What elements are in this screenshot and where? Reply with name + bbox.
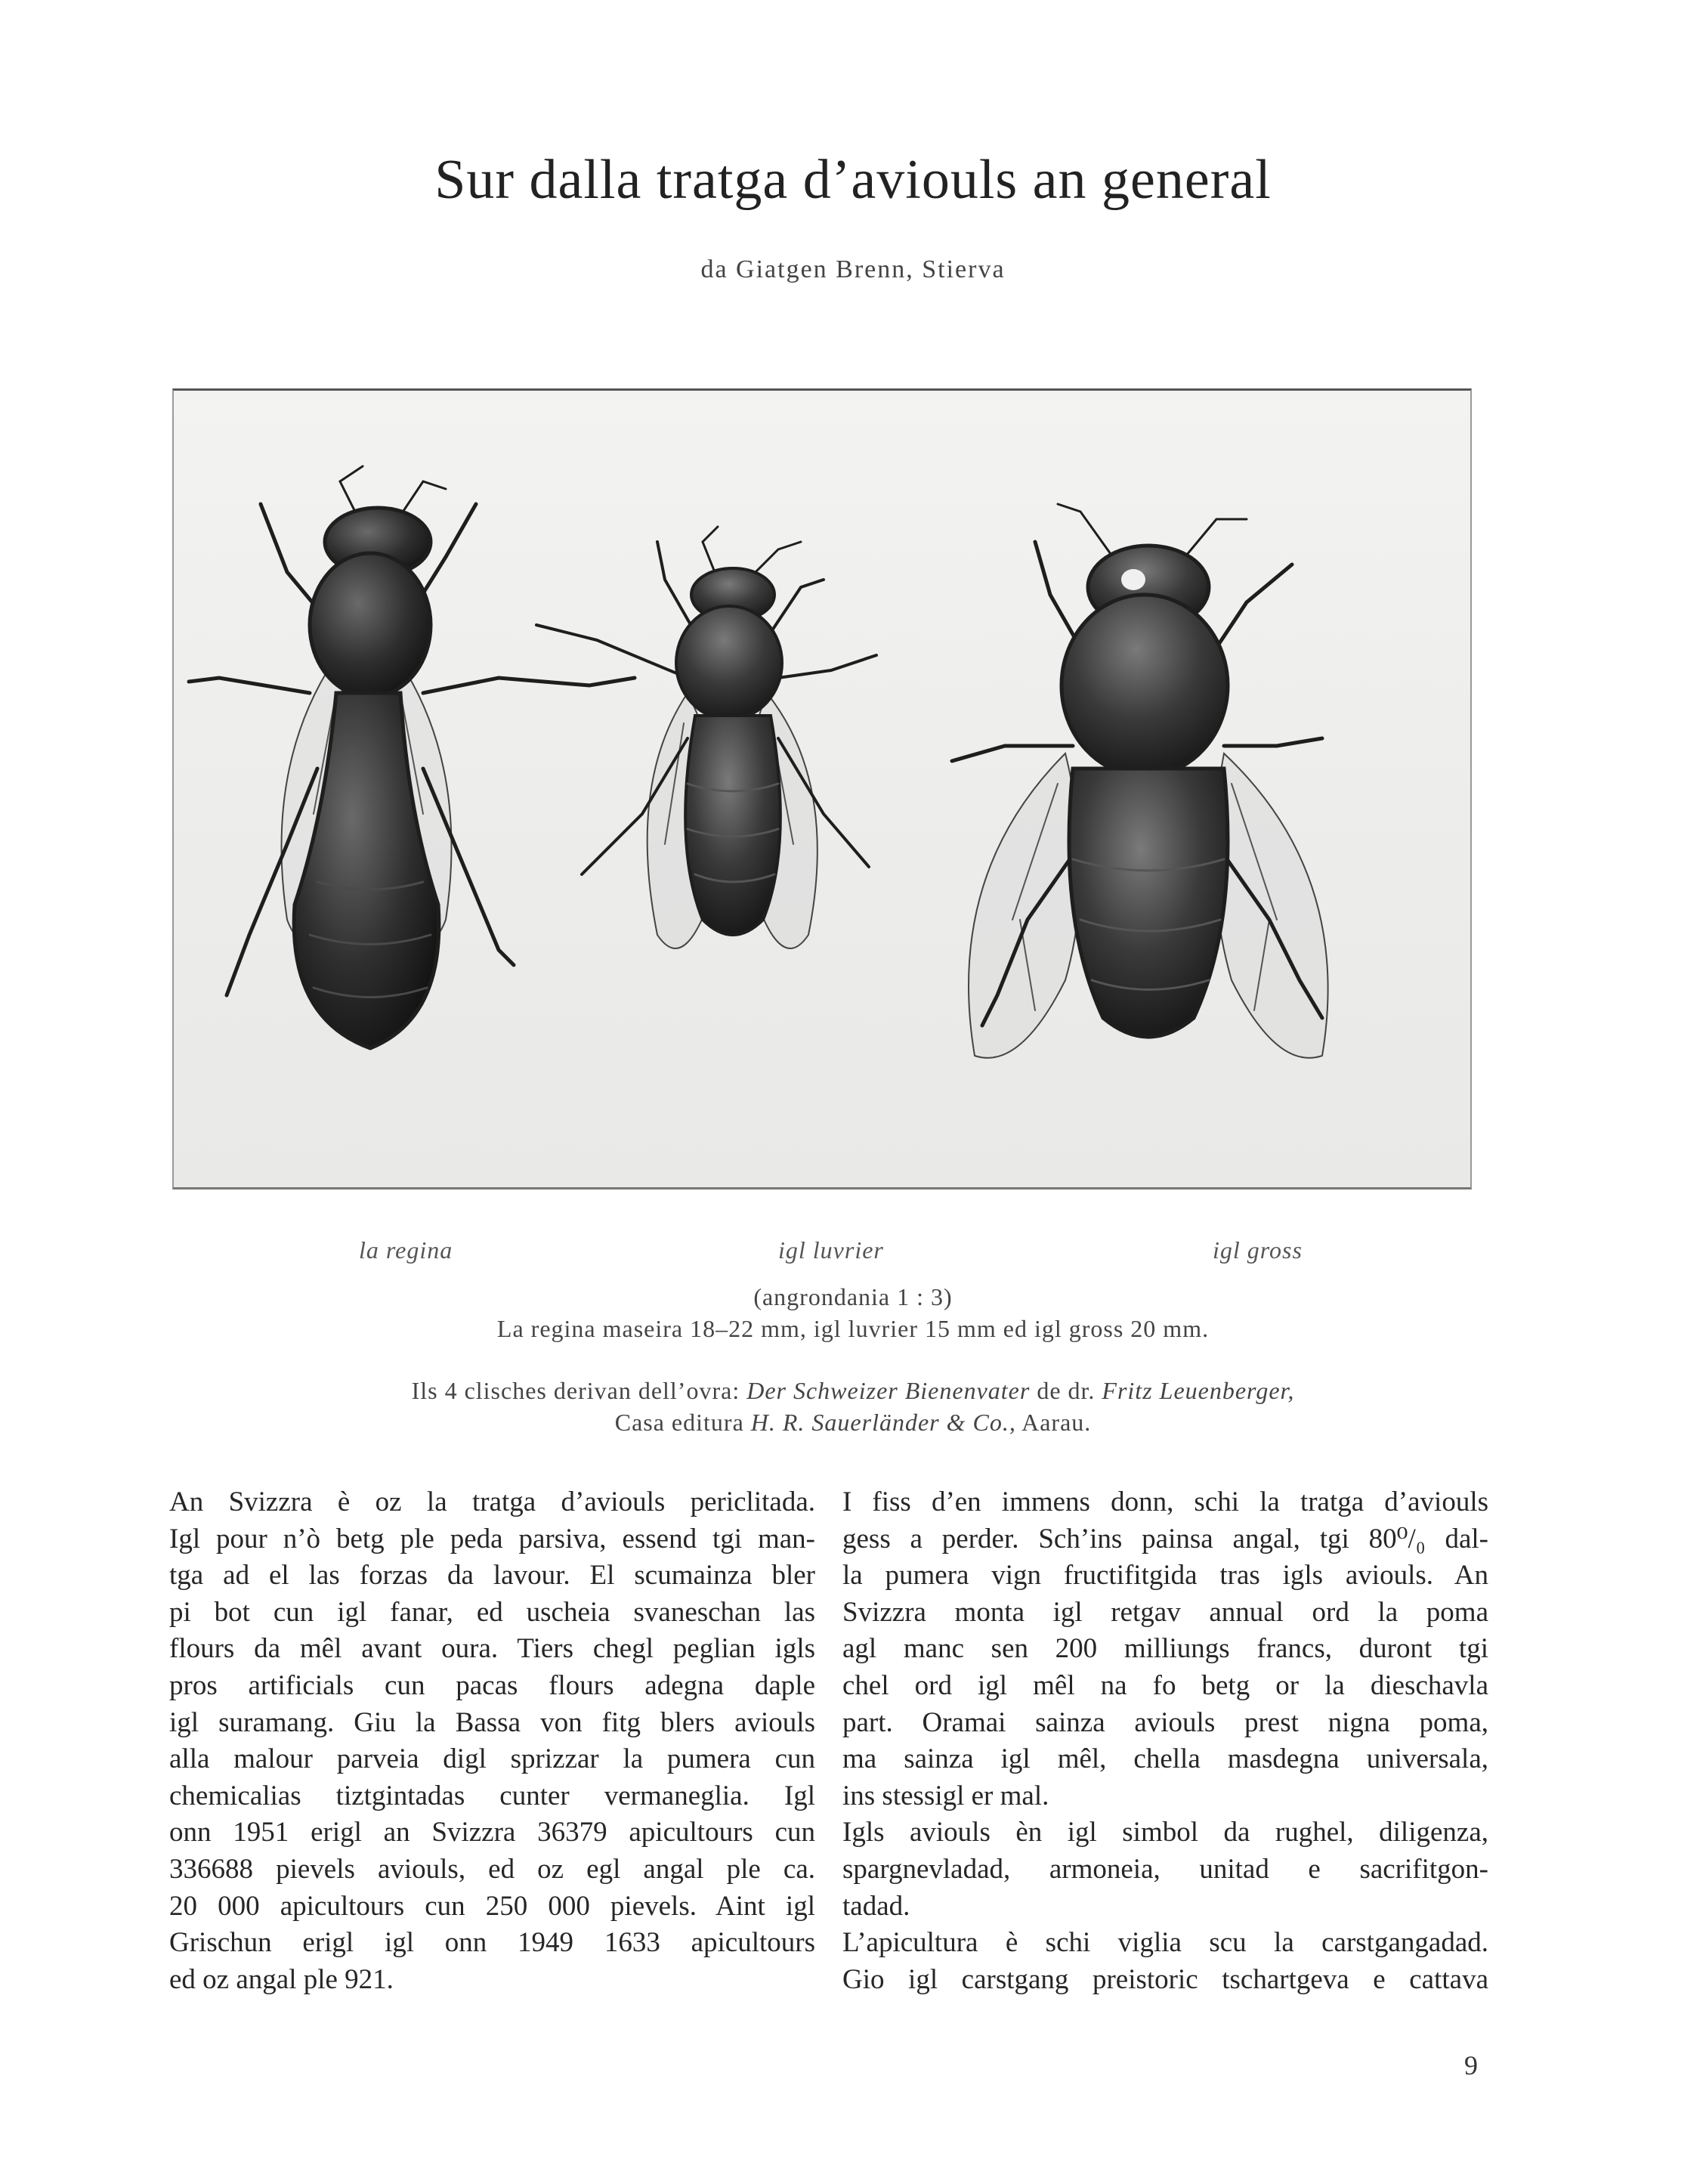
text-line: chel ord igl mêl na fo betg or la dieschavla xyxy=(842,1669,1488,1701)
drone-bee xyxy=(952,504,1328,1058)
credit-city: Aarau. xyxy=(1021,1409,1092,1436)
article-title: Sur dalla tratga d’aviouls an general xyxy=(434,149,1272,211)
text-line: ins stessigl er mal. xyxy=(842,1780,1049,1811)
caption-worker: igl luvrier xyxy=(778,1236,884,1264)
text-line: agl manc sen 200 milliungs francs, duront tgi xyxy=(842,1633,1488,1665)
caption-scale: (angrondania 1 : 3) xyxy=(753,1283,953,1310)
text-line: ma sainza igl mêl, chella masdegna universala, xyxy=(842,1743,1488,1775)
credit-publisher: H. R. Sauerländer & Co., xyxy=(750,1409,1016,1436)
right-text-column xyxy=(842,1484,1488,1998)
text-line: Igl pour n’ò betg ple peda parsiva, essend tgi man- xyxy=(169,1523,815,1554)
bee-photograph xyxy=(172,388,1472,1189)
worker-bee xyxy=(536,527,876,948)
text-line: Igls aviouls èn igl simbol da rughel, diligenza, xyxy=(842,1817,1488,1848)
caption-queen: la regina xyxy=(359,1236,453,1264)
text-line: igl suramang. Giu la Bassa von fitg blers aviouls xyxy=(169,1706,815,1738)
credit-mid: de dr. xyxy=(1037,1377,1096,1404)
page-number: 9 xyxy=(1464,2050,1478,2080)
caption-drone: igl gross xyxy=(1213,1236,1303,1264)
text-line: I fiss d’en immens donn, schi la tratga d’aviouls xyxy=(842,1486,1488,1517)
text-line: pi bot cun igl fanar, ed uscheia svaneschan las xyxy=(169,1596,815,1628)
credit-line2-prefix: Casa editura xyxy=(614,1409,744,1436)
text-line: tga ad el las forzas da lavour. El scumainza bler xyxy=(169,1560,815,1592)
text-line: 336688 pievels aviouls, ed oz egl angal ple ca. xyxy=(169,1853,815,1885)
credit-prefix: Ils 4 clisches derivan dell’ovra: xyxy=(411,1377,740,1404)
left-text-column xyxy=(169,1484,815,1998)
article-author: da Giatgen Brenn, Stierva xyxy=(700,255,1006,283)
text-line: part. Oramai sainza aviouls prest nigna poma, xyxy=(842,1706,1488,1738)
text-line: tadad. xyxy=(842,1890,910,1922)
text-line: pros artificials cun pacas flours adegna daple xyxy=(169,1669,815,1701)
text-line: An Svizzra è oz la tratga d’aviouls periclitada. xyxy=(169,1486,815,1517)
text-line: ed oz angal ple 921. xyxy=(169,1963,394,1995)
text-line: alla malour parveia digl sprizzar la pumera cun xyxy=(169,1743,815,1775)
bees-illustration xyxy=(174,391,1470,1187)
text-line: Svizzra monta igl retgav annual ord la poma xyxy=(842,1596,1488,1628)
text-line: flours da mêl avant oura. Tiers chegl peglian igls xyxy=(169,1633,815,1665)
text-line: gess a perder. Sch’ins painsa angal, tgi 80⁰/₀ dal- xyxy=(842,1523,1488,1554)
text-line: Grischun erigl igl onn 1949 1633 apicultours xyxy=(169,1927,815,1959)
text-line: 20 000 apicultours cun 250 000 pievels. Aint igl xyxy=(169,1890,815,1922)
caption-credit-line2 xyxy=(0,1409,1706,1437)
text-line: spargnevladad, armoneia, unitad e sacrifitgon- xyxy=(842,1853,1488,1885)
caption-credit-line1 xyxy=(0,1377,1706,1405)
queen-bee xyxy=(189,466,635,1048)
text-line: Gio igl carstgang preistoric tschartgeva e cattava xyxy=(842,1963,1488,1995)
text-line: onn 1951 erigl an Svizzra 36379 apicultours cun xyxy=(169,1817,815,1848)
credit-work: Der Schweizer Bienenvater xyxy=(746,1377,1031,1404)
credit-author: Fritz Leuenberger, xyxy=(1102,1377,1295,1404)
caption-sizes: La regina maseira 18–22 mm, igl luvrier 15 mm ed igl gross 20 mm. xyxy=(496,1315,1210,1342)
text-line: L’apicultura è schi viglia scu la carstgangadad. xyxy=(842,1927,1488,1959)
text-line: la pumera vign fructifitgida tras igls aviouls. An xyxy=(842,1560,1488,1592)
text-line: chemicalias tiztgintadas cunter vermaneglia. Igl xyxy=(169,1780,815,1811)
